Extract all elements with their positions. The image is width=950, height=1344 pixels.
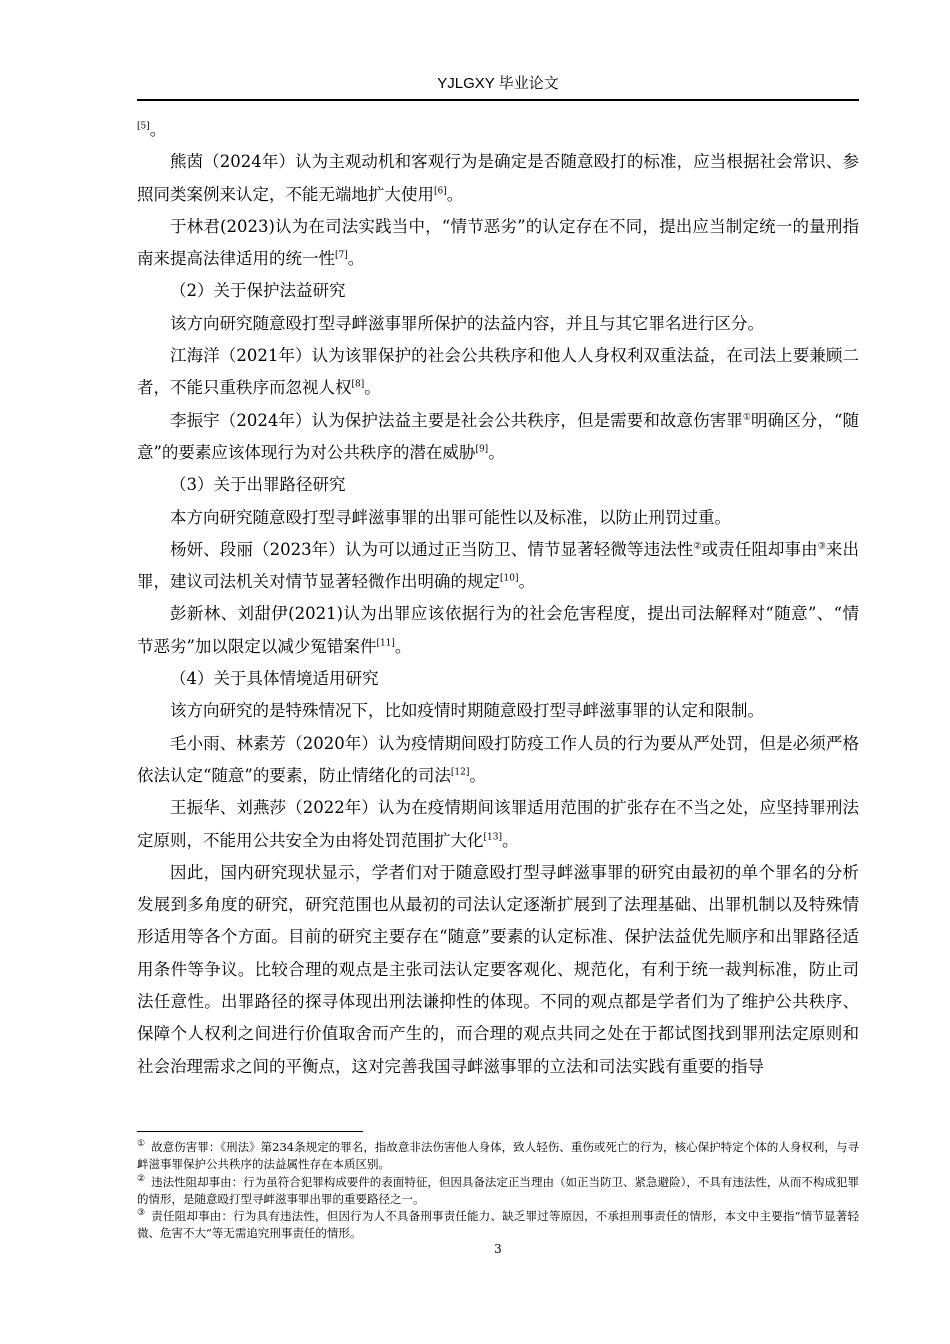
paragraph-text: 。 [469,765,486,785]
paragraph-text: 或责任阻却事由 [701,539,818,559]
footnote [137,1208,859,1243]
paragraph [137,211,859,276]
paragraph [137,695,859,727]
paragraph-text: 毛小雨、林素芳（2020年）认为疫情期间殴打防疫工作人员的行为要从严处罚，但是必须严格依法认定“随意”的要素，防止情绪化的司法 [137,733,859,785]
page-number: 3 [494,1242,502,1256]
citation-marker: [8] [351,379,365,390]
paragraph-text: （3）关于出罪路径研究 [170,475,346,495]
paragraph-text: 来出罪，建议司法机关对情节显著轻微作出明确的规定 [137,539,860,592]
paragraph [137,114,859,146]
paragraph [137,275,859,307]
header-rule [137,99,859,101]
footnote [137,1174,859,1209]
paragraph-text: 该方向研究的是特殊情况下，比如疫情时期随意殴打型寻衅滋事罪的认定和限制。 [170,701,764,721]
paragraph [137,792,859,857]
citation-marker: [11] [376,638,395,649]
footnote-text: 违法性阻却事由：行为虽符合犯罪构成要件的表面特征，但因具备法定正当理由（如正当防卫、紧急避险），不具有违法性，从而不构成犯罪的情形，是随意殴打型寻衅滋事罪出罪的重要路径之一。 [137,1174,859,1206]
paragraph-text: 杨妍、段丽（2023年）认为可以通过正当防卫、情节显著轻微等违法性 [170,539,694,559]
paragraph-text: （2）关于保护法益研究 [170,281,346,301]
footnotes [137,1139,859,1243]
paragraph-text: 。 [501,830,519,850]
paragraph [137,857,859,1083]
paragraph-text: 。 [446,184,464,204]
citation-marker: ① [742,412,752,423]
paragraph [137,405,859,470]
paragraph [137,728,859,793]
paragraph [137,534,859,599]
paragraph [137,502,859,534]
footnote-marker: ② [137,1173,146,1184]
footnote-marker: ① [137,1139,146,1150]
footnote-separator [137,1131,363,1132]
paragraph-text: （4）关于具体情境适用研究 [170,669,379,689]
citation-marker: [6] [434,186,447,197]
citation-marker: ② [693,541,702,552]
citation-marker: [9] [475,444,489,455]
footnote-text: 故意伤害罪：《刑法》第234条规定的罪名，指故意非法伤害他人身体，致人轻伤、重伤或死亡的行为，核心保护特定个体的人身权利，与寻衅滋事罪保护公共秩序的法益属性存在本质区别。 [137,1140,859,1172]
paragraph-text: 李振宇（2024年）认为保护法益主要是社会公共秩序，但是需要和故意伤害罪 [170,410,743,430]
paragraph-text: 熊茵（2024年）认为主观动机和客观行为是确定是否随意殴打的标准，应当根据社会常识、参照同类案例来认定，不能无端地扩大使用 [137,152,859,204]
paragraph-text: 该方向研究随意殴打型寻衅滋事罪所保护的法益内容，并且与其它罪名进行区分。 [170,313,764,333]
paragraph [137,663,859,695]
page-header: YJLGXY 毕业论文 [437,75,559,92]
footnote-marker: ③ [137,1208,146,1219]
footnote-text: 责任阻却事由：行为具有违法性，但因行为人不具备刑事责任能力、缺乏罪过等原因，不承担刑事责任的情形，本文中主要指“情节显著轻微、危害不大”等无需追究刑事责任的情形。 [137,1209,860,1241]
citation-marker: [13] [483,832,502,843]
paragraph [137,308,859,340]
paragraph-text: 。 [394,636,412,656]
paragraph-text: 王振华、刘燕莎（2022年）认为在疫情期间该罪适用范围的扩张存在不当之处，应坚持罪刑法定原则，不能用公共安全为由将处罚范围扩大化 [137,798,859,850]
paragraph-text: 。 [347,249,365,269]
citation-marker: [5] [137,121,150,132]
paragraph [137,598,859,663]
paragraph-text: 彭新林、刘甜伊(2021)认为出罪应该依据行为的社会危害程度，提出司法解释对“随意”、“情节恶劣”加以限定以减少冤错案件 [137,604,859,656]
body-text [137,114,859,1083]
citation-marker: [7] [335,250,348,261]
paragraph [137,146,859,211]
paragraph-text: 。 [518,572,535,592]
paragraph-text: 江海洋（2021年）认为该罪保护的社会公共秩序和他人人身权利双重法益，在司法上要兼顾二者，不能只重秩序而忽视人权 [137,346,859,398]
paragraph [137,469,859,501]
paragraph-text: 。 [488,442,505,462]
citation-marker: [10] [500,573,519,584]
paragraph-text: 明确区分，“随意”的要素应该体现行为对公共秩序的潜在威胁 [137,410,859,462]
paragraph-text: 。 [149,120,167,139]
citation-marker: [12] [450,767,470,778]
paragraph-text: 本方向研究随意殴打型寻衅滋事罪的出罪可能性以及标准，以防止刑罚过重。 [170,507,731,527]
citation-marker: ③ [817,541,826,552]
paragraph [137,340,859,405]
footnote [137,1139,859,1174]
paragraph-text: 。 [364,378,381,398]
paragraph-text: 于林君(2023)认为在司法实践当中，“情节恶劣”的认定存在不同，提出应当制定统一的量刑指南来提高法律适用的统一性 [137,216,859,269]
paragraph-text: 因此，国内研究现状显示，学者们对于随意殴打型寻衅滋事罪的研究由最初的单个罪名的分析发展到多角度的研究，研究范围也从最初的司法认定逐渐扩展到了法理基础、出罪机制以及特殊情形适用等各个方面。目前的研究主要存在“随意”要素的认定标准、保护法益优先顺序和出罪路径适用条件等争议。比较合理的观点是主张司法认定要客观化、规范化，有利于统一裁判标准，防止司法任意性。出罪路径的探寻体现出刑法谦抑性的体现。不同的观点都是学者们为了维护公共秩序、保障个人权利之间进行价值取舍而产生的，而合理的观点共同之处在于都试图找到罪刑法定原则和社会治理需求之间的平衡点，这对完善我国寻衅滋事罪的立法和司法实践有重要的指导 [137,862,859,1076]
